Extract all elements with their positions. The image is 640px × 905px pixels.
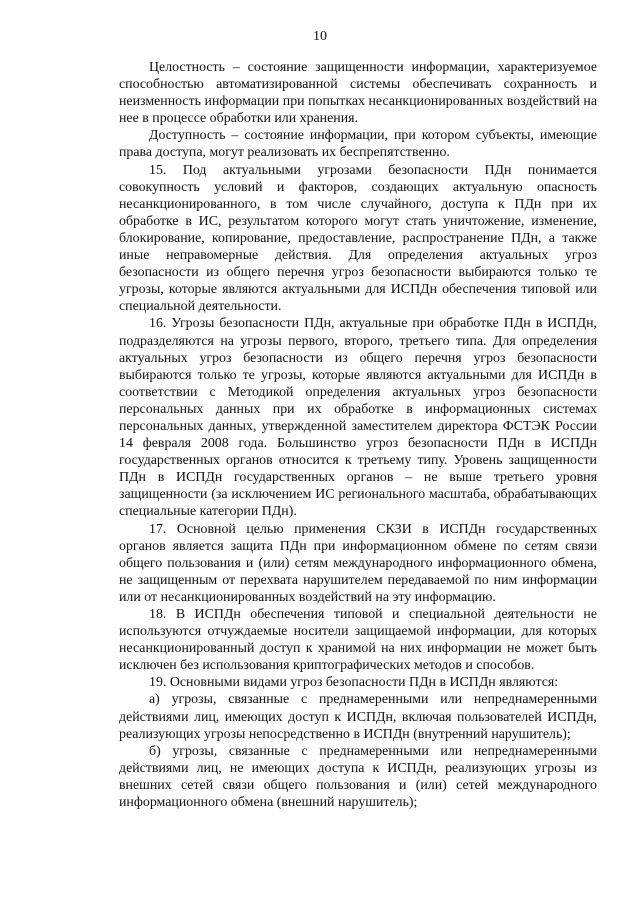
- paragraph-integrity-definition: Целостность – состояние защищенности информации, характеризуемое способностью автоматизированной системы обеспечивать сохранность и неизменность информации при попытках несанкционированных воздействий на нее в процессе обработки или хранения.: [119, 60, 597, 127]
- paragraph-15: 15. Под актуальными угрозами безопасности ПДн понимается совокупность условий и факторов, создающих актуальную опасность несанкционированного, в том числе случайного, доступа к ПДн при их обработке в ИС, результатом которого могут стать уничтожение, изменение, блокирование, копирование, предоставление, распространение ПДн, а также иные неправомерные действия. Для определения актуальных угроз безопасности из общего перечня угроз безопасности выбираются только те угрозы, которые являются актуальными для ИСПДн обеспечения типовой или специальной деятельности.: [119, 162, 597, 315]
- paragraph-17: 17. Основной целью применения СКЗИ в ИСПДн государственных органов является защита ПДн при информационном обмене по сетям связи общего пользования и (или) сетям международного информационного обмена, не защищенным от перехвата нарушителем передаваемой по ним информации или от несанкционированных воздействий на эту информацию.: [119, 521, 597, 605]
- list-item-a: а) угрозы, связанные с преднамеренными или непреднамеренными действиями лиц, имеющих доступ к ИСПДн, включая пользователей ИСПДн, реализующих угрозы непосредственно в ИСПДн (внутренний нарушитель);: [119, 692, 597, 742]
- paragraph-availability-definition: Доступность – состояние информации, при котором субъекты, имеющие права доступа, могут реализовать их беспрепятственно.: [119, 128, 597, 161]
- document-body: [119, 59, 597, 811]
- list-item-b: б) угрозы, связанные с преднамеренными или непреднамеренными действиями лиц, не имеющих доступа к ИСПДн, реализующих угрозы из внешних сетей связи общего пользования и (или) сетей международного информационного обмена (внешний нарушитель);: [119, 743, 597, 811]
- paragraph-19: 19. Основными видами угроз безопасности ПДн в ИСПДн являются:: [149, 675, 559, 691]
- page-number: 10: [313, 29, 327, 44]
- paragraph-16: 16. Угрозы безопасности ПДн, актуальные при обработке ПДн в ИСПДн, подразделяются на угрозы первого, второго, третьего типа. Для определения актуальных угроз безопасности из общего перечня угроз безопасности выбираются только те угрозы, которые являются актуальными для ИСПДн в соответствии с Методикой определения актуальных угроз безопасности персональных данных при их обработке в информационных системах персональных данных, утвержденной заместителем директора ФСТЭК России 14 февраля 2008 года. Большинство угроз безопасности ПДн в ИСПДн государственных органов относится к третьему типу. Уровень защищенности ПДн в ИСПДн государственных органов – не выше третьего уровня защищенности (за исключением ИС регионального масштаба, обрабатывающих специальные категории ПДн).: [119, 316, 597, 520]
- paragraph-18: 18. В ИСПДн обеспечения типовой и специальной деятельности не используются отчуждаемые носители защищаемой информации, для которых несанкционированный доступ к хранимой на них информации не может быть исключен без использования криптографических методов и способов.: [119, 607, 597, 674]
